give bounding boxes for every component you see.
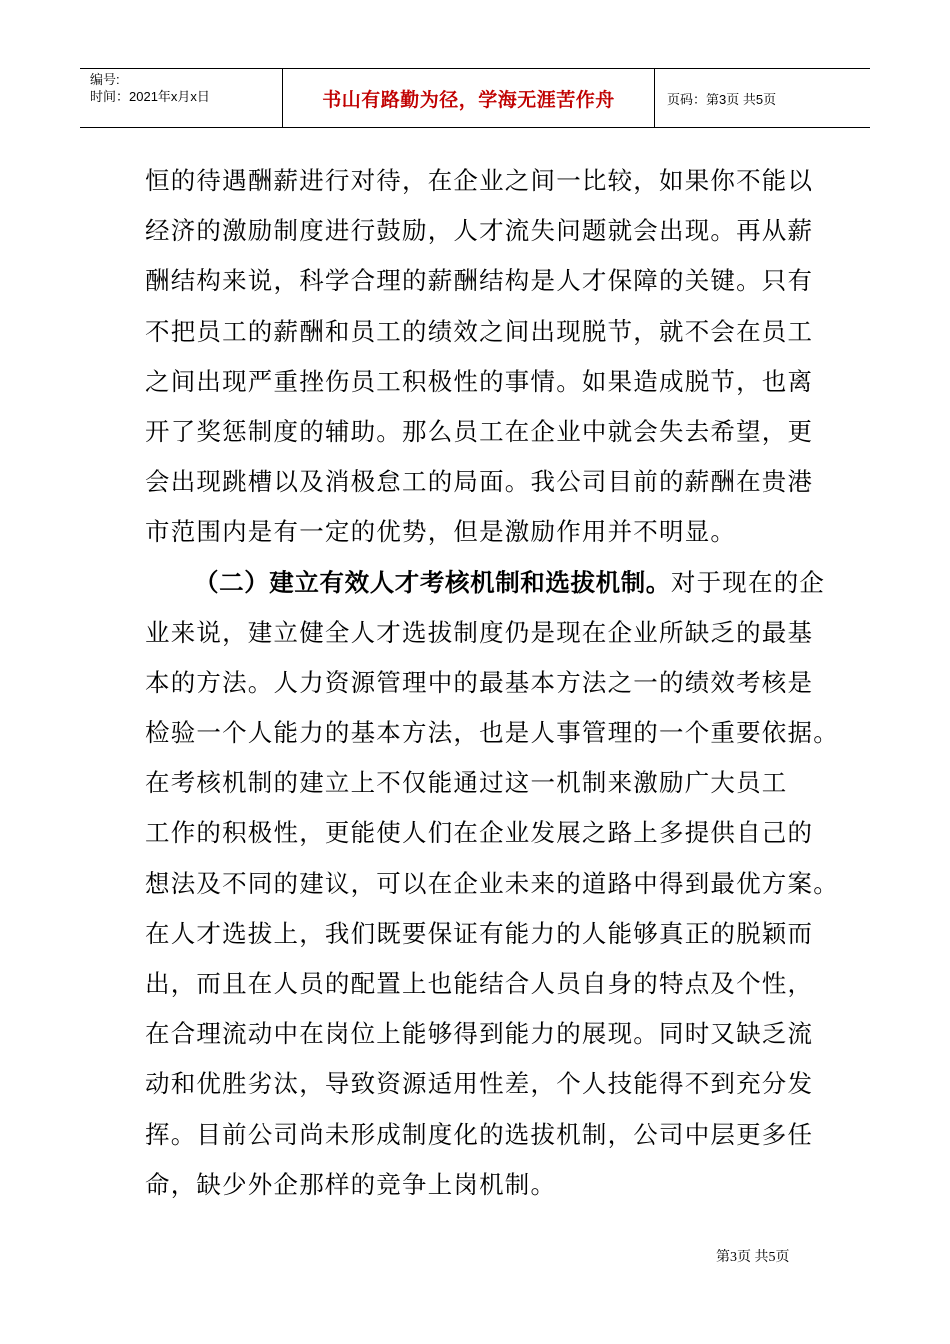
section-line: 命，缺少外企那样的竞争上岗机制。 bbox=[145, 1169, 557, 1199]
section-heading: （二）建立有效人才考核机制和选拔机制。 bbox=[194, 567, 671, 597]
header-motto: 书山有路勤为径，学海无涯苦作舟 bbox=[322, 88, 615, 111]
body-line: 开了奖惩制度的辅助。那么员工在企业中就会失去希望，更 bbox=[145, 416, 814, 446]
body-line: 经济的激励制度进行鼓励，人才流失问题就会出现。再从薪 bbox=[145, 216, 814, 246]
document-date: 时间：2021年x月x日 bbox=[90, 89, 210, 104]
header-motto-cell bbox=[282, 69, 655, 127]
section-line: 在考核机制的建立上不仅能通过这一机制来激励广大员工 bbox=[145, 768, 788, 798]
page-header bbox=[80, 68, 870, 128]
document-body bbox=[145, 156, 839, 1210]
section-line: 本的方法。人力资源管理中的最基本方法之一的绩效考核是 bbox=[145, 667, 814, 697]
section-line: 想法及不同的建议，可以在企业未来的道路中得到最优方案。 bbox=[145, 868, 839, 898]
body-line: 不把员工的薪酬和员工的绩效之间出现脱节，就不会在员工 bbox=[145, 316, 814, 346]
section-line: 在人才选拔上，我们既要保证有能力的人能够真正的脱颖而 bbox=[145, 918, 814, 948]
section-line: 动和优胜劣汰，导致资源适用性差，个人技能得不到充分发 bbox=[145, 1069, 814, 1099]
body-line: 之间出现严重挫伤员工积极性的事情。如果造成脱节，也离 bbox=[145, 366, 814, 396]
section-heading-line bbox=[145, 558, 825, 608]
document-number-label: 编号: bbox=[90, 72, 120, 87]
header-meta bbox=[80, 69, 282, 127]
body-line: 会出现跳槽以及消极怠工的局面。我公司目前的薪酬在贵港 bbox=[145, 467, 814, 497]
section-line: 检验一个人能力的基本方法，也是人事管理的一个重要依据。 bbox=[145, 718, 839, 748]
header-page-code: 页码：第3页 共5页 bbox=[667, 91, 777, 107]
section-line: 工作的积极性，更能使人们在企业发展之路上多提供自己的 bbox=[145, 818, 814, 848]
section-line: 在合理流动中在岗位上能够得到能力的展现。同时又缺乏流 bbox=[145, 1019, 814, 1049]
section-line: 业来说，建立健全人才选拔制度仍是现在企业所缺乏的最基 bbox=[145, 617, 814, 647]
section-line: 出，而且在人员的配置上也能结合人员自身的特点及个性， bbox=[145, 969, 814, 998]
body-line: 恒的待遇酬薪进行对待，在企业之间一比较，如果你不能以 bbox=[145, 166, 814, 195]
body-line: 酬结构来说，科学合理的薪酬结构是人才保障的关键。只有 bbox=[145, 266, 814, 296]
section-first-line-text: 对于现在的企 bbox=[670, 567, 826, 597]
section-line: 挥。目前公司尚未形成制度化的选拔机制，公司中层更多任 bbox=[145, 1119, 814, 1149]
page-footer: 第3页 共5页 bbox=[716, 1250, 790, 1265]
body-line: 市范围内是有一定的优势，但是激励作用并不明显。 bbox=[145, 517, 737, 547]
